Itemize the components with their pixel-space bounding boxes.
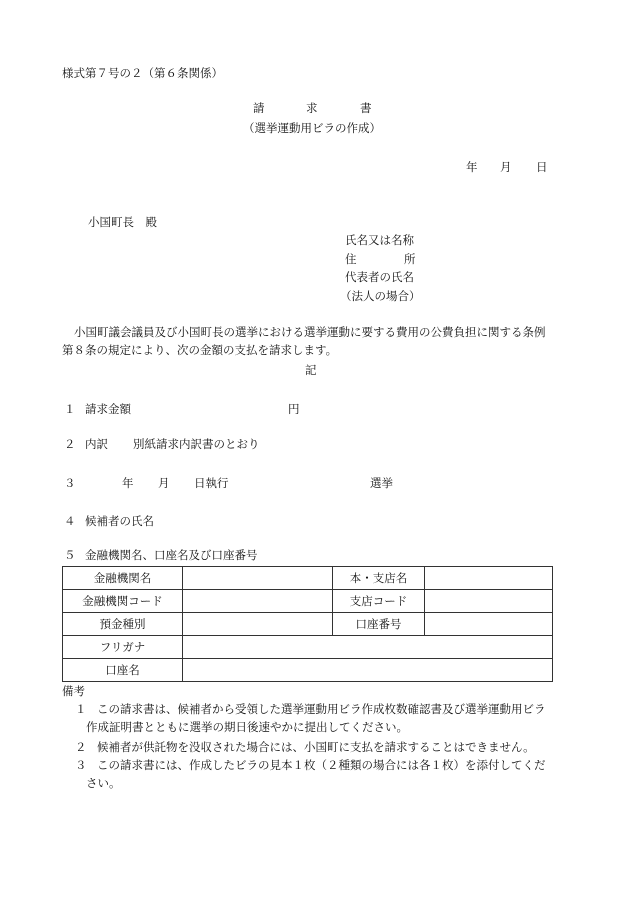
furigana-label: フリガナ	[63, 636, 183, 659]
branch-code-field[interactable]	[425, 590, 553, 613]
applicant-representative-label: 代表者の氏名	[345, 270, 414, 284]
item4-label: 候補者の氏名	[85, 514, 154, 528]
title-char-3: 書	[360, 101, 372, 115]
item3-month: 月	[158, 476, 170, 490]
item3-year: 年	[122, 476, 134, 490]
item1-label: 請求金額	[85, 402, 131, 416]
note1-num: １	[75, 702, 87, 716]
note3-num: ３	[75, 758, 87, 772]
item5-num: ５	[64, 548, 76, 562]
bank-code-label: 金融機関コード	[63, 590, 183, 613]
table-row	[63, 659, 553, 682]
item3-num: ３	[64, 476, 76, 490]
date-month: 月	[500, 160, 512, 174]
item1-unit: 円	[288, 402, 300, 416]
applicant-address-label-2: 所	[404, 252, 416, 266]
title-char-1: 請	[253, 101, 265, 115]
account-name-label: 口座名	[63, 659, 183, 682]
note1-line1: この請求書は、候補者から受領した選挙運動用ビラ作成枚数確認書及び選挙運動用ビラ	[97, 702, 546, 716]
applicant-address-label-1: 住	[345, 252, 357, 266]
addressee: 小国町長 殿	[88, 215, 157, 229]
item3-election: 選挙	[370, 476, 393, 490]
item4-num: ４	[64, 514, 76, 528]
item2-label: 内訳	[85, 437, 108, 451]
body-line-2: 第８条の規定により、次の金額の支払を請求します。	[62, 343, 338, 357]
item1-num: １	[64, 402, 76, 416]
note3-line2: さい。	[86, 776, 121, 790]
notes-heading: 備考	[62, 684, 85, 698]
note2-num: ２	[75, 740, 87, 754]
deposit-type-label: 預金種別	[63, 613, 183, 636]
date-year: 年	[466, 160, 478, 174]
date-day: 日	[536, 160, 548, 174]
bank-code-field[interactable]	[183, 590, 333, 613]
title-subtitle: （選挙運動用ビラの作成）	[243, 121, 381, 135]
account-number-label: 口座番号	[333, 613, 425, 636]
form-id: 様式第７号の２（第６条関係）	[62, 66, 223, 80]
deposit-type-field[interactable]	[183, 613, 333, 636]
branch-code-label: 支店コード	[333, 590, 425, 613]
branch-name-field[interactable]	[425, 567, 553, 590]
item2-num: ２	[64, 437, 76, 451]
note2-line1: 候補者が供託物を没収された場合には、小国町に支払を請求することはできません。	[97, 740, 535, 754]
item5-label: 金融機関名、口座名及び口座番号	[85, 548, 258, 562]
account-name-field[interactable]	[183, 659, 553, 682]
branch-name-label: 本・支店名	[333, 567, 425, 590]
bank-name-label: 金融機関名	[63, 567, 183, 590]
title-char-2: 求	[306, 101, 318, 115]
table-row	[63, 613, 553, 636]
item2-value: 別紙請求内訳書のとおり	[133, 437, 260, 451]
bank-account-table	[62, 566, 553, 682]
bank-name-field[interactable]	[183, 567, 333, 590]
table-row	[63, 590, 553, 613]
note3-line1: この請求書には、作成したビラの見本１枚（２種類の場合には各１枚）を添付してくだ	[97, 758, 546, 772]
item3-day: 日執行	[194, 476, 229, 490]
note1-line2: 作成証明書とともに選挙の期日後速やかに提出してください。	[86, 720, 408, 734]
body-line-1: 小国町議会議員及び小国町長の選挙における選挙運動に要する費用の公費負担に関する条例	[74, 325, 546, 339]
ki-label: 記	[305, 363, 317, 377]
table-row	[63, 636, 553, 659]
account-number-field[interactable]	[425, 613, 553, 636]
table-row	[63, 567, 553, 590]
furigana-field[interactable]	[183, 636, 553, 659]
applicant-corp-note: （法人の場合）	[340, 289, 421, 303]
applicant-name-label: 氏名又は名称	[345, 233, 414, 247]
